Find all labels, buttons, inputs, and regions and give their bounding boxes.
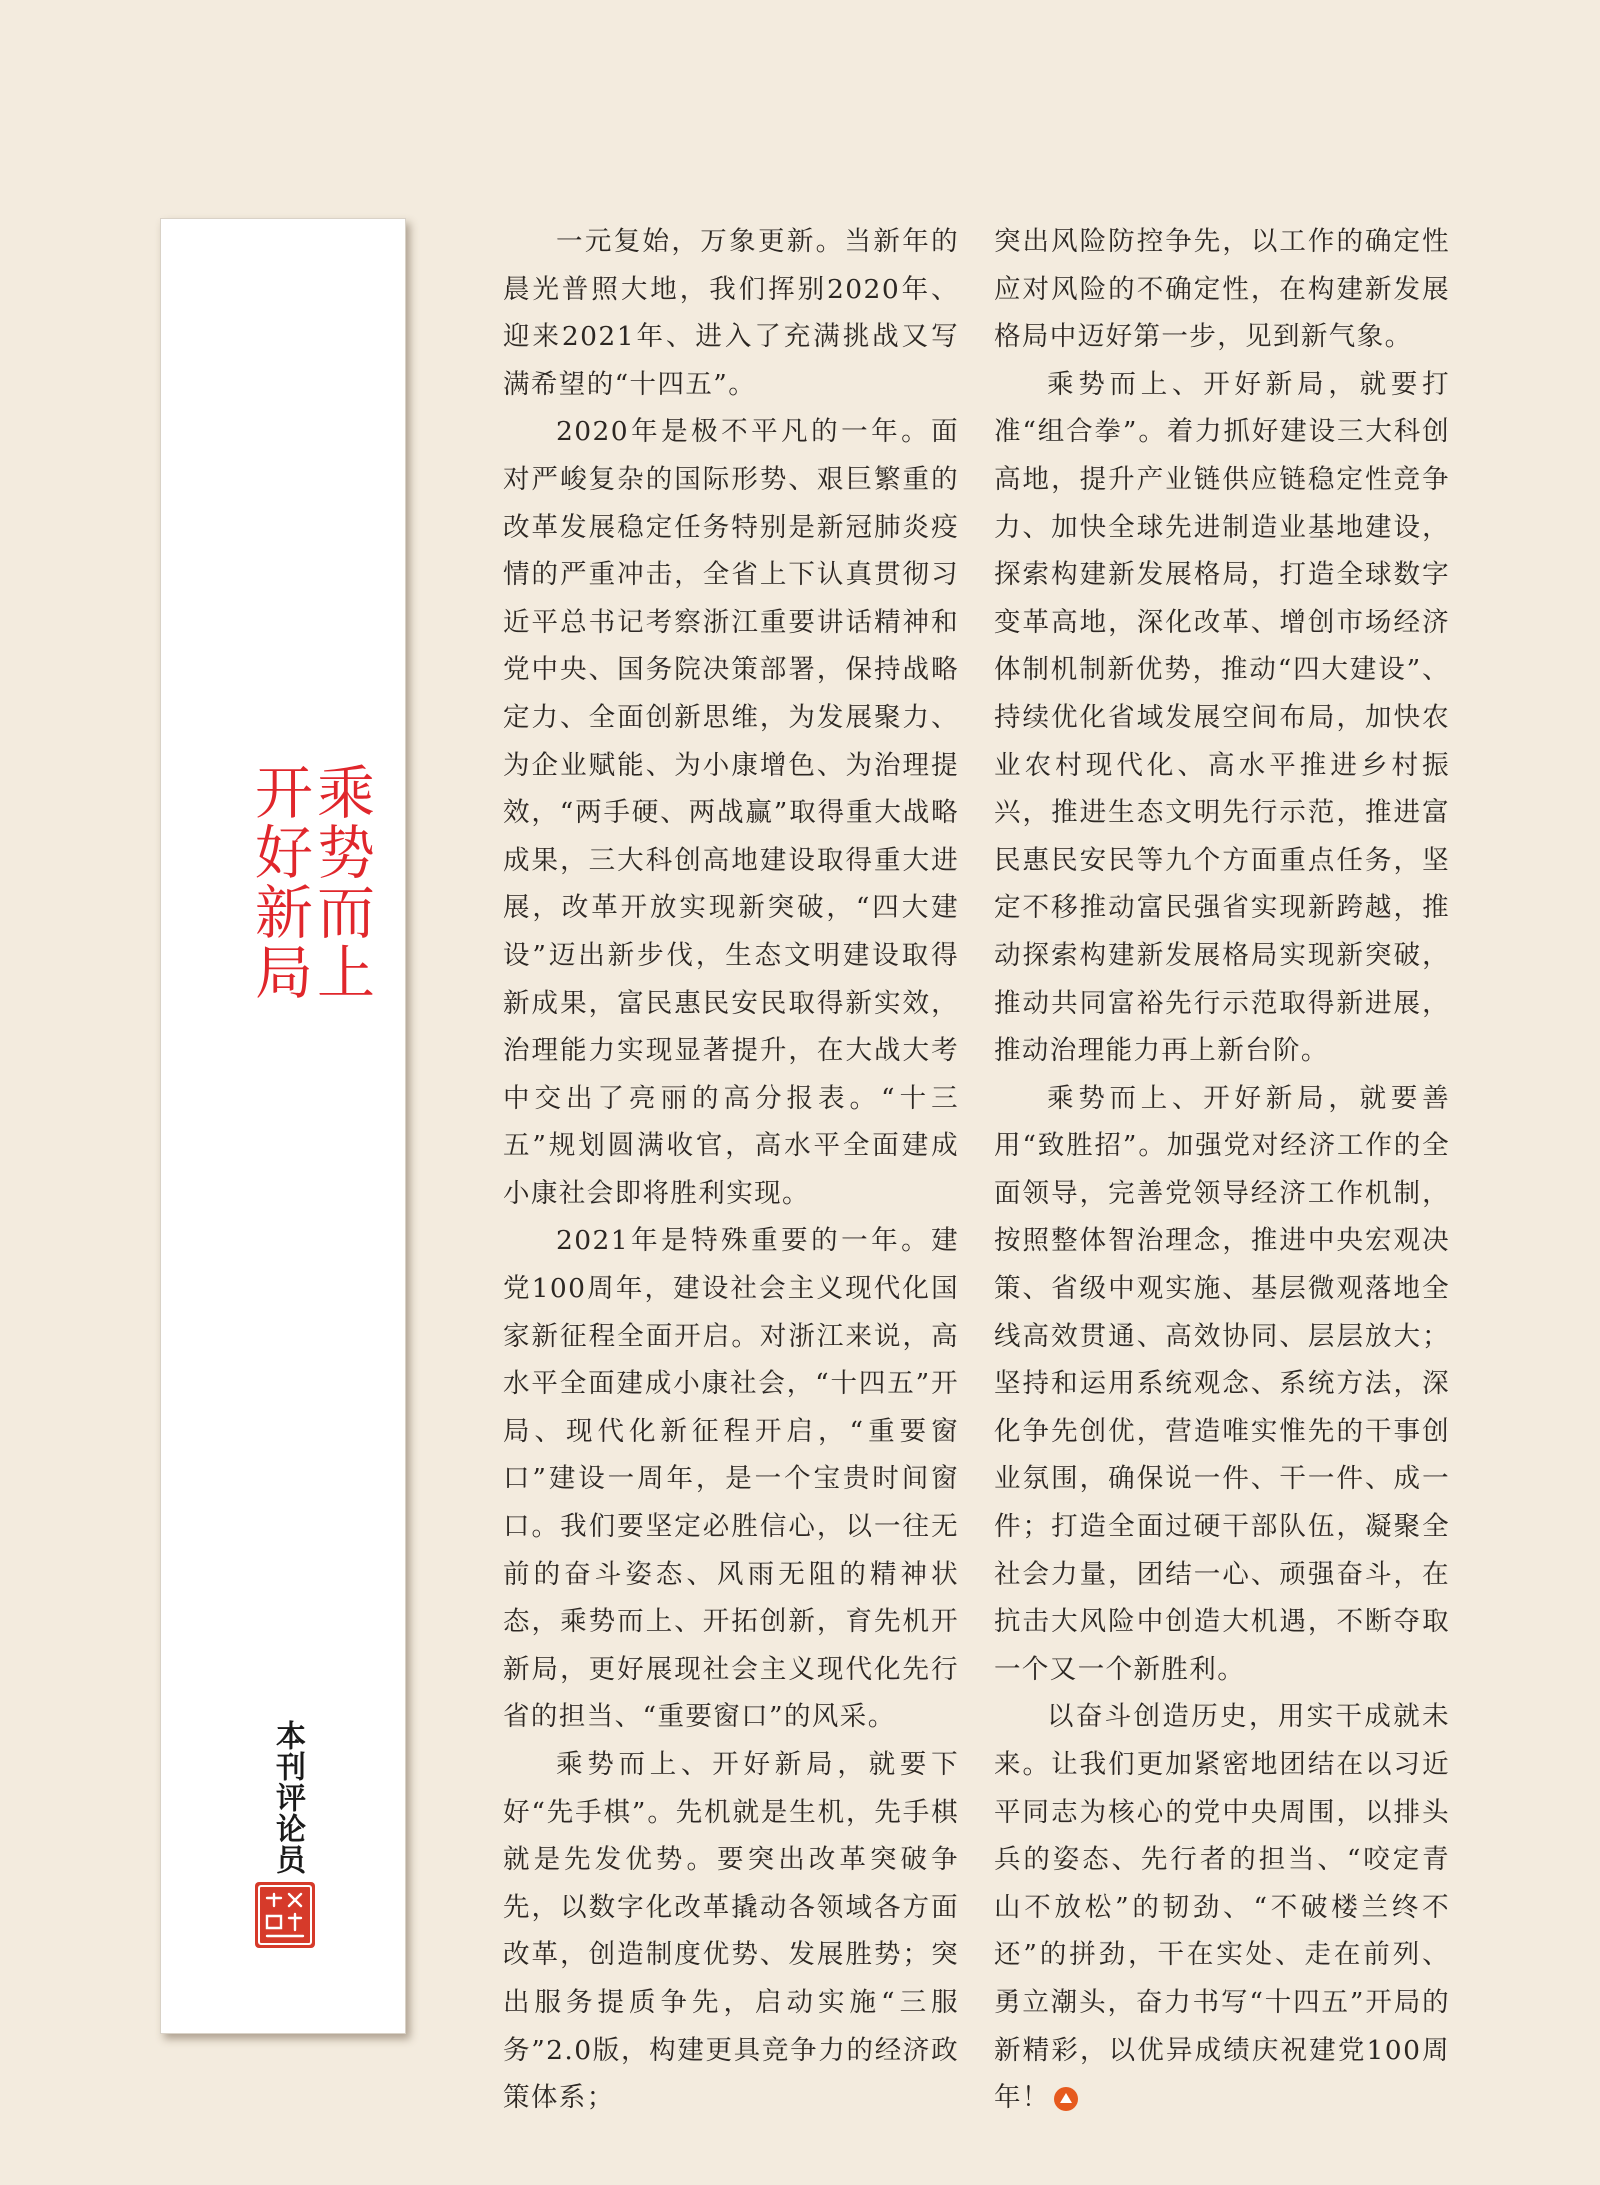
headline: [245, 762, 375, 1002]
end-mark-icon: [1054, 2087, 1078, 2111]
byline: 本刊评论员: [270, 1720, 305, 1875]
paragraph: 乘势而上、开好新局，就要下好“先手棋”。先机就是生机，先手棋就是先发优势。要突出改革突破争先，以数字化改革撬动各领域各方面改革，创造制度优势、发展胜势；突出服务提质争先，启动实施“三服务”2.0版，构建更具竞争力的经济政策体系；: [503, 1749, 959, 2114]
paragraph-final: [994, 1693, 1450, 2121]
paragraph: 2021年是特殊重要的一年。建党100周年，建设社会主义现代化国家新征程全面开启。对浙江来说，高水平全面建成小康社会，“十四五”开局、现代化新征程开启，“重要窗口”建设一周年，是一个宝贵时间窗口。我们要坚定必胜信心，以一往无前的奋斗姿态、风雨无阻的精神状态，乘势而上、开拓创新，育先机开新局，更好展现社会主义现代化先行省的担当、“重要窗口”的风采。: [503, 1225, 959, 1733]
paragraph-continued: 突出风险防控争先，以工作的确定性应对风险的不确定性，在构建新发展格局中迈好第一步，见到新气象。: [994, 226, 1450, 353]
headline-line-1: 乘势而上: [307, 762, 375, 1002]
article-column-2: [994, 218, 1450, 2122]
paragraph: 乘势而上、开好新局，就要善用“致胜招”。加强党对经济工作的全面领导，完善党领导经济工作机制，按照整体智治理念，推进中央宏观决策、省级中观实施、基层微观落地全线高效贯通、高效协同、层层放大；坚持和运用系统观念、系统方法，深化争先创优，营造唯实惟先的干事创业氛围，确保说一件、干一件、成一件；打造全面过硬干部队伍，凝聚全社会力量，团结一心、顽强奋斗，在抗击大风险中创造大机遇，不断夺取一个又一个新胜利。: [994, 1082, 1450, 1685]
paragraph: 乘势而上、开好新局，就要打准“组合拳”。着力抓好建设三大科创高地，提升产业链供应链稳定性竞争力、加快全球先进制造业基地建设，探索构建新发展格局，打造全球数字变革高地，深化改革、增创市场经济体制机制新优势，推动“四大建设”、持续优化省域发展空间布局，加快农业农村现代化、高水平推进乡村振兴，推进生态文明先行示范，推进富民惠民安民等九个方面重点任务，坚定不移推动富民强省实现新跨越，推动探索构建新发展格局实现新突破，推动共同富裕先行示范取得新进展，推动治理能力再上新台阶。: [994, 368, 1450, 1067]
paragraph: 2020年是极不平凡的一年。面对严峻复杂的国际形势、艰巨繁重的改革发展稳定任务特别是新冠肺炎疫情的严重冲击，全省上下认真贯彻习近平总书记考察浙江重要讲话精神和党中央、国务院决策部署，保持战略定力、全面创新思维，为发展聚力、为企业赋能、为小康增色、为治理提效，“两手硬、两战赢”取得重大战略成果，三大科创高地建设取得重大进展，改革开放实现新突破，“四大建设”迈出新步伐，生态文明建设取得新成果，富民惠民安民取得新实效，治理能力实现显著提升，在大战大考中交出了亮丽的高分报表。“十三五”规划圆满收官，高水平全面建成小康社会即将胜利实现。: [503, 416, 959, 1209]
paragraph-final-text: 以奋斗创造历史，用实干成就未来。让我们更加紧密地团结在以习近平同志为核心的党中央周围，以排头兵的姿态、先行者的担当、“咬定青山不放松”的韧劲、“不破楼兰终不还”的拼劲，干在实处、走在前列、勇立潮头，奋力书写“十四五”开局的新精彩，以优异成绩庆祝建党100周年！: [994, 1701, 1450, 2114]
article-column-1: [503, 218, 959, 2122]
headline-line-2: 开好新局: [245, 762, 313, 1002]
paragraph: 一元复始，万象更新。当新年的晨光普照大地，我们挥别2020年、迎来2021年、进入了充满挑战又写满希望的“十四五”。: [503, 226, 959, 400]
seal-icon: [253, 1880, 317, 1950]
